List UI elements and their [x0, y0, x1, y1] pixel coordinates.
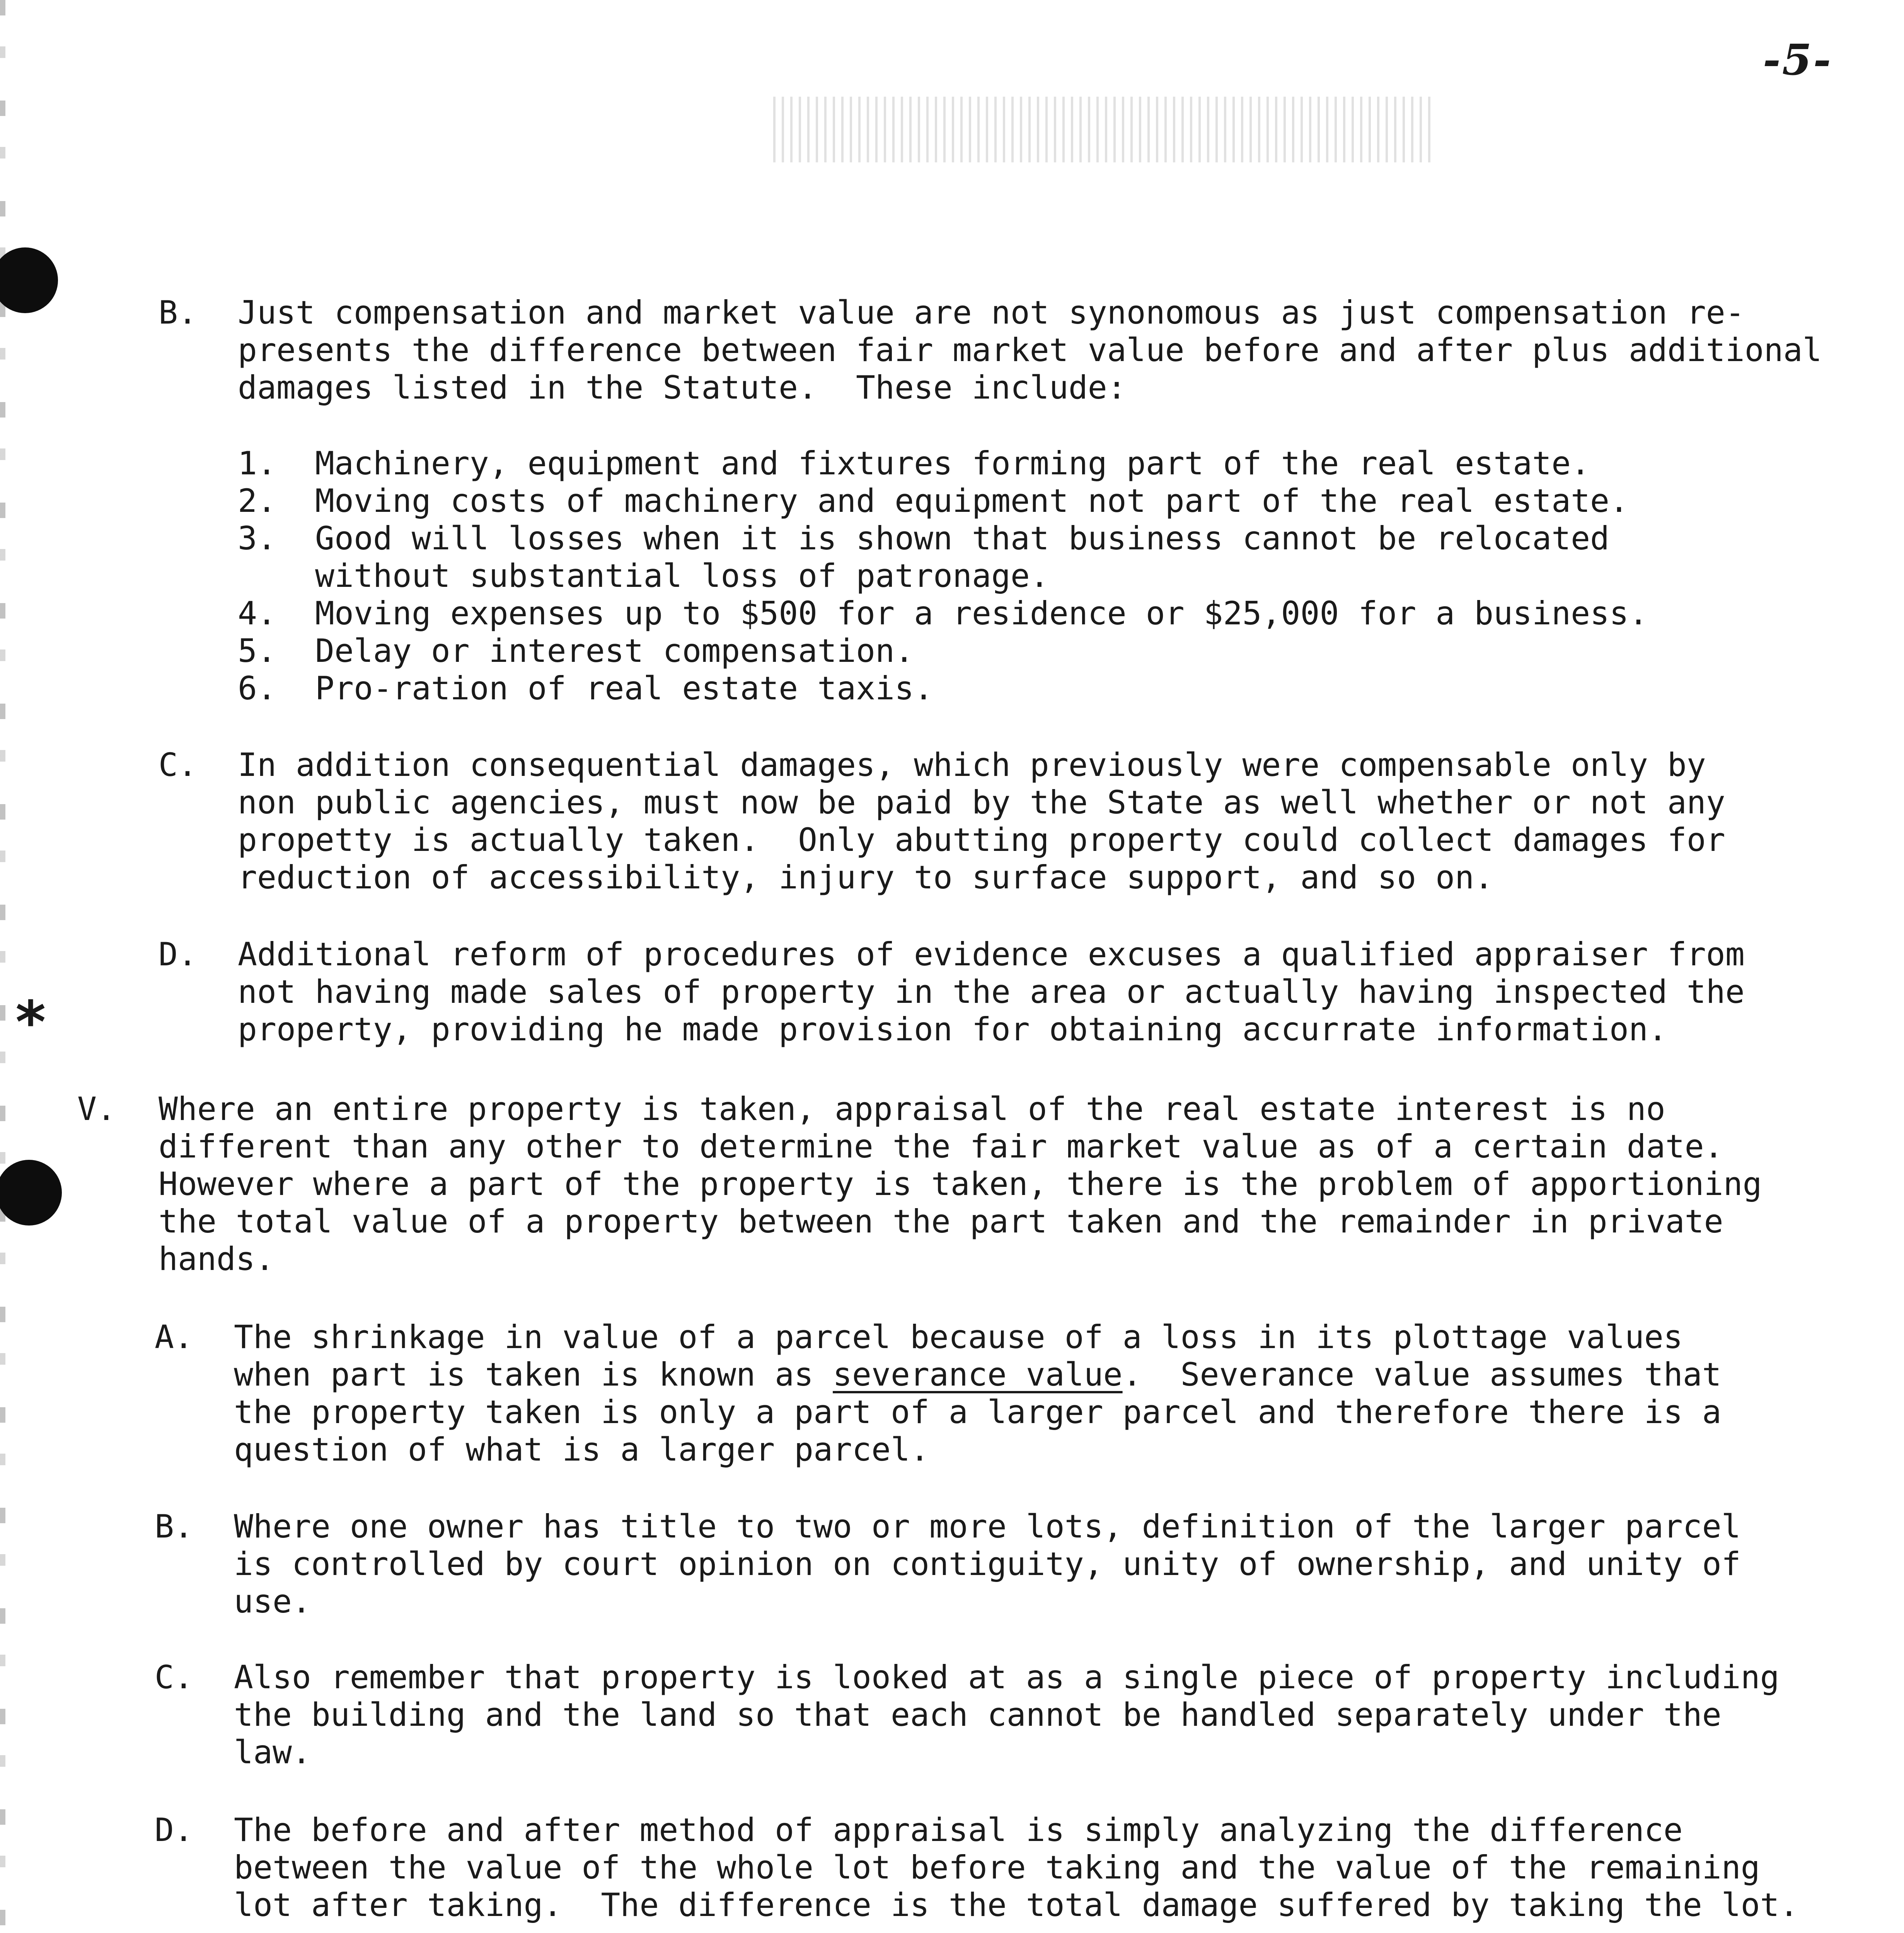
section-c-line: In addition consequential damages, which previously were compensable only by: [238, 746, 1706, 784]
subsection-a-text: . Severance value assumes that: [1122, 1356, 1722, 1393]
list-item-number: 2.: [238, 482, 276, 520]
list-item-text: Good will losses when it is shown that business cannot be relocated: [315, 520, 1610, 557]
list-item-text: Machinery, equipment and fixtures forming part of the real estate.: [315, 445, 1590, 482]
handwritten-star-mark: *: [15, 989, 46, 1056]
list-item-text: Delay or interest compensation.: [315, 632, 914, 670]
subsection-b-line: is controlled by court opinion on contiguity, unity of ownership, and unity of: [234, 1545, 1741, 1583]
subsection-c-line: law.: [234, 1734, 311, 1771]
subsection-c-label: C.: [155, 1659, 193, 1696]
list-item-number: 1.: [238, 445, 276, 482]
section-v-line: the total value of a property between the part taken and the remainder in private: [159, 1203, 1723, 1240]
list-item-text: Pro-ration of real estate taxis.: [315, 670, 934, 707]
subsection-c-line: Also remember that property is looked at as a single piece of property including: [234, 1659, 1780, 1696]
section-b-line: damages listed in the Statute. These include:: [238, 369, 1127, 406]
section-v-line: different than any other to determine the fair market value as of a certain date.: [159, 1128, 1723, 1165]
list-item-number: 6.: [238, 670, 276, 707]
section-b-label: B.: [159, 294, 197, 331]
subsection-a-line: question of what is a larger parcel.: [234, 1431, 929, 1468]
list-item-number: 4.: [238, 595, 276, 632]
section-b-line: Just compensation and market value are not synonomous as just compensation re-: [238, 294, 1745, 331]
subsection-c-line: the building and the land so that each cannot be handled separately under the: [234, 1696, 1722, 1734]
list-item-number: 5.: [238, 632, 276, 670]
section-c-label: C.: [159, 746, 197, 784]
subsection-a-text: when part is taken is known as: [234, 1356, 833, 1393]
section-d-line: Additional reform of procedures of evidence excuses a qualified appraiser from: [238, 936, 1745, 973]
punch-hole-middle: [0, 1160, 62, 1226]
punch-hole-top: [0, 247, 58, 313]
scan-smudge-top: [773, 97, 1430, 162]
severance-value-term: severance value: [833, 1356, 1123, 1393]
section-d-line: property, providing he made provision for obtaining accurrate information.: [238, 1011, 1667, 1048]
subsection-d-line: The before and after method of appraisal is simply analyzing the difference: [234, 1811, 1683, 1849]
list-item-text: Moving costs of machinery and equipment not part of the real estate.: [315, 482, 1629, 520]
subsection-a-line: The shrinkage in value of a parcel because of a loss in its plottage values: [234, 1318, 1683, 1356]
section-d-line: not having made sales of property in the area or actually having inspected the: [238, 973, 1745, 1011]
section-v-line: hands.: [159, 1240, 274, 1278]
section-c-line: reduction of accessibility, injury to surface support, and so on.: [238, 859, 1494, 896]
section-v-label: V.: [77, 1090, 116, 1128]
list-item-number: 3.: [238, 520, 276, 557]
section-d-label: D.: [159, 936, 197, 973]
subsection-d-label: D.: [155, 1811, 193, 1849]
subsection-b-line: use.: [234, 1583, 311, 1620]
subsection-d-line: between the value of the whole lot before taking and the value of the remaining: [234, 1849, 1760, 1886]
list-item-text: Moving expenses up to $500 for a residence or $25,000 for a business.: [315, 595, 1648, 632]
subsection-a-label: A.: [155, 1318, 193, 1356]
subsection-b-line: Where one owner has title to two or more lots, definition of the larger parcel: [234, 1508, 1741, 1545]
page-number: -5-: [1763, 35, 1832, 85]
section-b-line: presents the difference between fair market value before and after plus additional: [238, 331, 1822, 369]
section-c-line: propetty is actually taken. Only abutting property could collect damages for: [238, 821, 1725, 859]
list-item-text: without substantial loss of patronage.: [315, 557, 1049, 595]
subsection-d-line: lot after taking. The difference is the total damage suffered by taking the lot.: [234, 1886, 1799, 1924]
subsection-a-line: [234, 1356, 1722, 1393]
section-v-line: However where a part of the property is taken, there is the problem of apportioning: [159, 1165, 1762, 1203]
subsection-b-label: B.: [155, 1508, 193, 1545]
subsection-a-line: the property taken is only a part of a larger parcel and therefore there is a: [234, 1393, 1722, 1431]
section-c-line: non public agencies, must now be paid by the State as well whether or not any: [238, 784, 1725, 821]
section-v-line: Where an entire property is taken, appraisal of the real estate interest is no: [159, 1090, 1665, 1128]
